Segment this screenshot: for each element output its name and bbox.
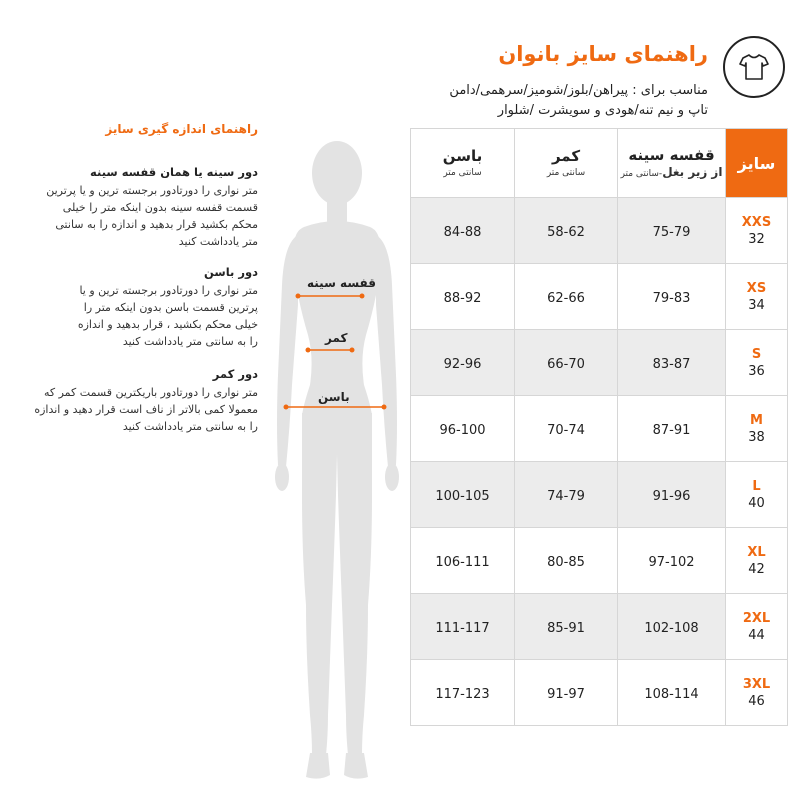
waist-cell-value: 85-91 bbox=[547, 621, 585, 636]
hip-cell bbox=[411, 594, 515, 660]
hip-cell bbox=[411, 528, 515, 594]
chest-cell-value: 108-114 bbox=[644, 687, 699, 702]
size-cell bbox=[726, 264, 788, 330]
chest-cell-value: 102-108 bbox=[644, 621, 699, 636]
guide-heading: دور کمر bbox=[212, 367, 258, 381]
tshirt-icon-badge bbox=[723, 36, 785, 98]
guide-section-chest bbox=[18, 162, 258, 250]
size-cell bbox=[726, 396, 788, 462]
guide-line: متر نواری را دورتادور باریکترین قسمت کمر که bbox=[43, 386, 258, 399]
table-row bbox=[411, 198, 788, 264]
size-number: 40 bbox=[748, 495, 765, 511]
chest-cell-value: 87-91 bbox=[652, 423, 691, 438]
guide-line: معمولا کمی بالاتر از ناف است قرار دهید و اندازه bbox=[34, 403, 258, 416]
hip-cell bbox=[411, 198, 515, 264]
chest-cell bbox=[618, 462, 726, 528]
chest-cell-value: 97-102 bbox=[648, 555, 695, 570]
suitable-for-line-1: مناسب برای : پیراهن/بلوز/شومیز/سرهمی/دامن bbox=[449, 83, 708, 98]
guide-line: پرترین قسمت باسن بدون اینکه متر را bbox=[83, 301, 258, 314]
guide-line: متر نواری را دورتادور برجسته ترین و یا پرترین bbox=[46, 184, 258, 197]
guide-line: متر یادداشت کنید bbox=[178, 235, 258, 248]
header-hip: باسن سانتی متر bbox=[411, 129, 515, 198]
header-size: سایز bbox=[726, 129, 788, 198]
waist-cell bbox=[515, 594, 618, 660]
waist-cell bbox=[515, 264, 618, 330]
size-code: 3XL bbox=[742, 676, 771, 692]
header-chest: قفسه سینه از زیر بغل-سانتی متر bbox=[618, 129, 726, 198]
waist-measure-dot bbox=[306, 348, 311, 353]
guide-line: را به سانتی متر یادداشت کنید bbox=[122, 420, 258, 433]
waist-cell-value: 74-79 bbox=[547, 489, 585, 504]
waist-cell bbox=[515, 198, 618, 264]
table-header-row bbox=[411, 129, 788, 198]
chest-measure-dot bbox=[360, 294, 365, 299]
size-code: 2XL bbox=[742, 610, 771, 626]
waist-cell-value: 62-66 bbox=[547, 291, 585, 306]
hip-cell-value: 96-100 bbox=[439, 423, 486, 438]
table-row bbox=[411, 330, 788, 396]
size-code: XL bbox=[747, 544, 766, 560]
table-row bbox=[411, 396, 788, 462]
table-row bbox=[411, 264, 788, 330]
guide-heading: دور باسن bbox=[204, 265, 258, 279]
hip-cell-value: 111-117 bbox=[435, 621, 490, 636]
chest-cell bbox=[618, 528, 726, 594]
hip-cell bbox=[411, 264, 515, 330]
guide-line: خیلی محکم بکشید ، قرار بدهید و اندازه bbox=[77, 318, 258, 331]
size-code: XS bbox=[746, 280, 767, 296]
header-chest-sub-bold: از زیر بغل bbox=[662, 165, 723, 179]
waist-cell-value: 80-85 bbox=[547, 555, 585, 570]
size-cell bbox=[726, 528, 788, 594]
chest-cell bbox=[618, 198, 726, 264]
guide-line: محکم بکشید قرار بدهید و اندازه را به سانتی bbox=[55, 218, 258, 231]
size-cell bbox=[726, 330, 788, 396]
size-number: 34 bbox=[748, 297, 765, 313]
size-number: 44 bbox=[748, 627, 765, 643]
guide-line: را به سانتی متر یادداشت کنید bbox=[122, 335, 258, 348]
waist-cell bbox=[515, 330, 618, 396]
hip-cell bbox=[411, 462, 515, 528]
table-row bbox=[411, 660, 788, 726]
guide-heading: دور سینه یا همان قفسه سینه bbox=[90, 165, 258, 179]
hip-cell-value: 106-111 bbox=[435, 555, 490, 570]
waist-label: کمر bbox=[325, 331, 348, 345]
size-number: 38 bbox=[748, 429, 765, 445]
chest-cell bbox=[618, 330, 726, 396]
size-number: 32 bbox=[748, 231, 765, 247]
guide-line: قسمت قفسه سینه بدون اینکه متر را خیلی bbox=[62, 201, 258, 214]
tshirt-icon bbox=[739, 53, 769, 81]
hip-cell bbox=[411, 660, 515, 726]
hip-cell-value: 84-88 bbox=[443, 225, 482, 240]
hip-cell-value: 100-105 bbox=[435, 489, 490, 504]
table-row bbox=[411, 594, 788, 660]
chest-cell-value: 83-87 bbox=[652, 357, 691, 372]
chest-cell bbox=[618, 660, 726, 726]
chest-cell-value: 79-83 bbox=[652, 291, 691, 306]
chest-cell-value: 75-79 bbox=[652, 225, 691, 240]
female-figure-illustration bbox=[262, 135, 412, 795]
size-code: L bbox=[752, 478, 761, 494]
header-waist: کمر سانتی متر bbox=[515, 129, 618, 198]
page-title: راهنمای سایز بانوان bbox=[498, 42, 708, 66]
chest-measure-dot bbox=[296, 294, 301, 299]
size-cell bbox=[726, 594, 788, 660]
chest-cell bbox=[618, 396, 726, 462]
waist-cell bbox=[515, 462, 618, 528]
body-silhouette bbox=[262, 135, 412, 795]
guide-line: متر نواری را دورتادور برجسته ترین و یا bbox=[79, 284, 258, 297]
hip-measure-dot bbox=[382, 405, 387, 410]
suitable-for-line-2: تاپ و نیم تنه/هودی و سویشرت /شلوار bbox=[497, 103, 708, 118]
chest-cell bbox=[618, 594, 726, 660]
waist-cell-value: 70-74 bbox=[547, 423, 585, 438]
hip-cell-value: 92-96 bbox=[443, 357, 482, 372]
hip-cell bbox=[411, 330, 515, 396]
waist-measure-dot bbox=[350, 348, 355, 353]
measurement-guide-title: راهنمای اندازه گیری سایز bbox=[105, 122, 258, 136]
header-chest-sub: -سانتی متر bbox=[620, 169, 663, 179]
table-row bbox=[411, 462, 788, 528]
size-cell bbox=[726, 660, 788, 726]
size-number: 46 bbox=[748, 693, 765, 709]
chest-cell bbox=[618, 264, 726, 330]
chest-cell-value: 91-96 bbox=[652, 489, 691, 504]
size-cell bbox=[726, 462, 788, 528]
size-code: S bbox=[751, 346, 762, 362]
waist-cell-value: 91-97 bbox=[547, 687, 585, 702]
guide-section-hip bbox=[18, 262, 258, 350]
size-cell bbox=[726, 198, 788, 264]
size-code: M bbox=[750, 412, 763, 428]
size-number: 42 bbox=[748, 561, 765, 577]
waist-cell bbox=[515, 528, 618, 594]
waist-cell-value: 66-70 bbox=[547, 357, 585, 372]
hip-cell-value: 88-92 bbox=[443, 291, 482, 306]
waist-cell bbox=[515, 396, 618, 462]
waist-cell bbox=[515, 660, 618, 726]
hip-cell bbox=[411, 396, 515, 462]
hip-cell-value: 117-123 bbox=[435, 687, 490, 702]
hip-measure-dot bbox=[284, 405, 289, 410]
guide-section-waist bbox=[18, 364, 258, 435]
hip-label: باسن bbox=[318, 390, 350, 404]
waist-cell-value: 58-62 bbox=[547, 225, 585, 240]
size-table bbox=[410, 128, 788, 726]
size-number: 36 bbox=[748, 363, 765, 379]
chest-label: قفسه سینه bbox=[307, 276, 377, 290]
table-row bbox=[411, 528, 788, 594]
size-code: XXS bbox=[741, 214, 772, 230]
